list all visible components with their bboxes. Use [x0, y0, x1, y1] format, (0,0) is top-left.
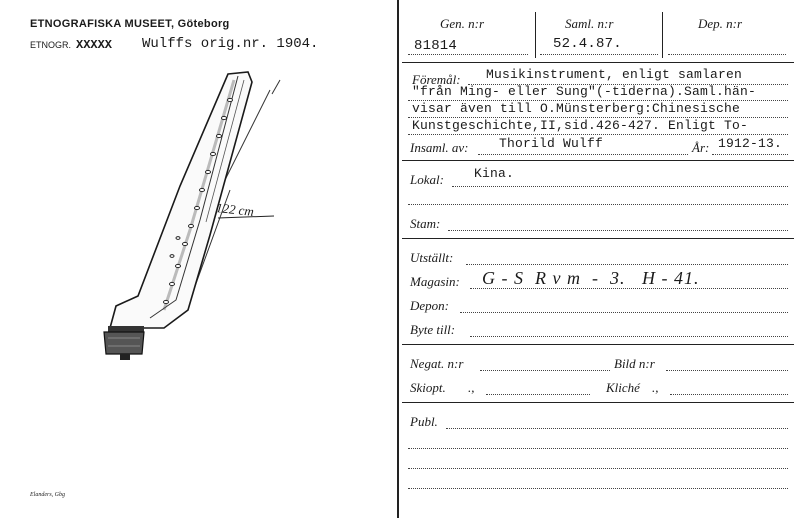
skiopt-label: Skiopt. — [410, 380, 446, 395]
museum-header: ETNOGRAFISKA MUSEET, Göteborg — [30, 18, 230, 30]
foremal-dotline-4 — [408, 134, 788, 135]
publ-dotline-1 — [446, 428, 788, 429]
negat-label: Negat. n:r — [410, 356, 464, 371]
orig-nr: Wulffs orig.nr. 1904. — [142, 36, 319, 52]
skiopt-dotline — [486, 394, 590, 395]
header-col-sep-1 — [535, 12, 536, 58]
publ-dotline-4 — [408, 488, 788, 489]
publ-dotline-2 — [408, 448, 788, 449]
measurement-line — [216, 212, 276, 222]
measurement-note: 122 cm — [215, 200, 255, 219]
struck-text: XXXXX — [76, 38, 113, 52]
utstallt-dotline — [466, 264, 788, 265]
skiopt-comma: ., — [468, 380, 475, 395]
kliche-label: Kliché — [606, 380, 640, 395]
magasin-label: Magasin: — [410, 274, 460, 289]
header-rule — [402, 62, 794, 63]
byte-dotline — [470, 336, 788, 337]
dep-label: Dep. n:r — [698, 16, 743, 31]
printer-credit: Elanders, Gbg — [30, 492, 65, 498]
publ-label: Publ. — [410, 414, 438, 429]
gen-value: 81814 — [414, 38, 458, 54]
insaml-rule — [402, 160, 794, 161]
etnogr-label: ETNOGR. — [30, 40, 72, 50]
magasin-dotline — [470, 288, 788, 289]
byte-rule — [402, 344, 794, 345]
stam-rule — [402, 238, 794, 239]
negat-dotline — [480, 370, 610, 371]
magasin-value: G - S R v m - 3. H - 41. — [482, 268, 700, 288]
stam-dotline — [448, 230, 788, 231]
ar-value: 1912-13. — [718, 136, 783, 151]
saml-label: Saml. n:r — [565, 16, 614, 31]
insaml-dotline — [478, 154, 688, 155]
insaml-label: Insaml. av: — [410, 140, 469, 155]
ar-label: År: — [692, 140, 710, 155]
foremal-line-3: visar även till O.Münsterberg:Chinesische — [412, 101, 741, 116]
publ-dotline-3 — [408, 468, 788, 469]
bild-dotline — [666, 370, 788, 371]
kliche-comma: ., — [652, 380, 659, 395]
lokal-value: Kina. — [474, 166, 515, 181]
lokal-label: Lokal: — [410, 172, 444, 187]
saml-dotline — [540, 54, 658, 55]
gen-dotline — [408, 54, 528, 55]
header-col-sep-2 — [662, 12, 663, 58]
depon-label: Depon: — [410, 298, 449, 313]
insaml-value: Thorild Wulff — [499, 136, 604, 151]
kliche-rule — [402, 402, 794, 403]
ar-dotline — [712, 154, 788, 155]
stam-label: Stam: — [410, 216, 441, 231]
dep-dotline — [668, 54, 786, 55]
foremal-dotline-3 — [408, 117, 788, 118]
card-divider — [397, 0, 399, 518]
foremal-line-2: "från Ming- eller Sung"(-tiderna).Saml.hän- — [412, 84, 757, 99]
saml-value: 52.4.87. — [553, 36, 622, 52]
foremal-dotline-2 — [408, 100, 788, 101]
foremal-dotline-1 — [468, 84, 788, 85]
kliche-dotline — [670, 394, 788, 395]
lokal-dotline-2 — [408, 204, 788, 205]
depon-dotline — [460, 312, 788, 313]
foremal-line-1: Musikinstrument, enligt samlaren — [486, 67, 743, 82]
foremal-label: Föremål: — [412, 72, 461, 87]
bild-label: Bild n:r — [614, 356, 655, 371]
lokal-dotline-1 — [452, 186, 788, 187]
byte-label: Byte till: — [410, 322, 456, 337]
gen-label: Gen. n:r — [440, 16, 485, 31]
foremal-line-4: Kunstgeschichte,II,sid.426-427. Enligt To- — [412, 118, 749, 133]
utstallt-label: Utställt: — [410, 250, 454, 265]
